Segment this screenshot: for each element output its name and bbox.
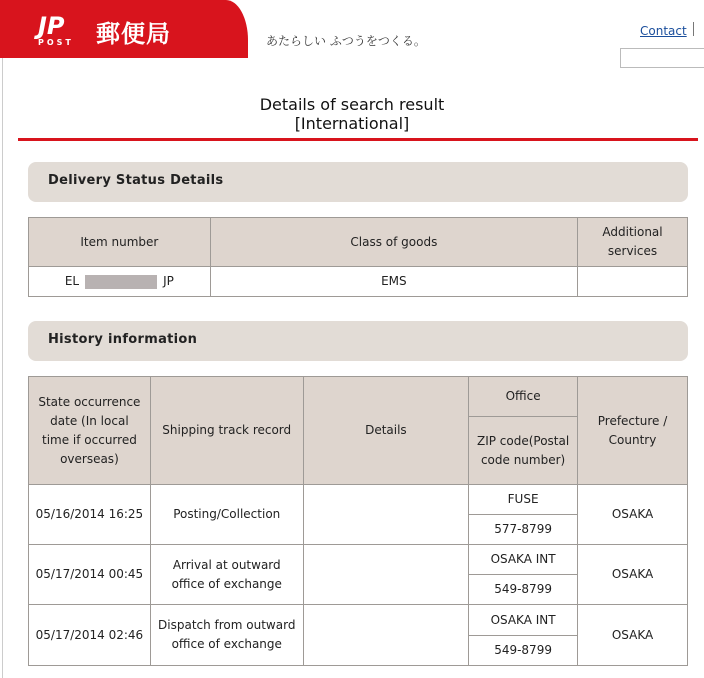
header-class-of-goods: Class of goods [210, 218, 577, 267]
office-cell: FUSE [469, 485, 578, 515]
title-divider [18, 138, 698, 141]
tagline: あたらしい ふつうをつくる。 [266, 34, 426, 48]
table-header-row [29, 218, 688, 267]
search-input[interactable] [620, 48, 704, 68]
history-section [28, 321, 688, 361]
item-number-cell [29, 267, 211, 297]
details-cell [303, 485, 469, 545]
date-cell: 05/17/2014 00:45 [29, 545, 151, 605]
brand-name: 郵便局 [96, 20, 171, 48]
zip-cell: 549-8799 [469, 636, 578, 666]
prefecture-cell: OSAKA [578, 545, 688, 605]
jp-post-logo[interactable] [34, 10, 88, 48]
zip-cell: 549-8799 [469, 575, 578, 605]
header-zip: ZIP code(Postal code number) [469, 417, 578, 485]
record-cell: Dispatch from outward office of exchange [150, 605, 303, 666]
header-office: Office [469, 377, 578, 417]
header-shipping-record: Shipping track record [150, 377, 303, 485]
table-row [29, 545, 688, 575]
header-date: State occurrence date (In local time if occurred overseas) [29, 377, 151, 485]
logo-sub: POST [38, 38, 74, 47]
delivery-status-section [28, 162, 688, 202]
logo-letters: JP [38, 12, 65, 40]
header-additional-services: Additional services [578, 218, 688, 267]
table-row [29, 605, 688, 636]
site-header [0, 0, 704, 62]
page-border [2, 58, 3, 678]
date-cell: 05/16/2014 16:25 [29, 485, 151, 545]
item-prefix: EL [64, 274, 80, 288]
page-title: Details of search result [259, 95, 445, 114]
office-cell: OSAKA INT [469, 545, 578, 575]
table-row [29, 485, 688, 515]
office-cell: OSAKA INT [469, 605, 578, 636]
section-title: History information [48, 332, 198, 347]
prefecture-cell: OSAKA [578, 485, 688, 545]
details-cell [303, 605, 469, 666]
header-item-number: Item number [29, 218, 211, 267]
prefecture-cell: OSAKA [578, 605, 688, 666]
redacted-block [85, 275, 157, 289]
details-cell [303, 545, 469, 605]
section-title: Delivery Status Details [48, 173, 224, 188]
contact-link[interactable]: Contact [640, 24, 687, 38]
record-cell: Posting/Collection [150, 485, 303, 545]
brand-banner [0, 0, 248, 58]
page-subtitle: [International] [294, 114, 410, 133]
item-suffix: JP [163, 274, 174, 288]
record-cell: Arrival at outward office of exchange [150, 545, 303, 605]
table-header-row [29, 377, 688, 417]
header-prefecture: Prefecture / Country [578, 377, 688, 485]
history-table [28, 376, 688, 666]
divider [693, 22, 694, 36]
zip-cell: 577-8799 [469, 515, 578, 545]
delivery-status-table [28, 217, 688, 297]
table-row [29, 267, 688, 297]
date-cell: 05/17/2014 02:46 [29, 605, 151, 666]
additional-services-cell [578, 267, 688, 297]
header-details: Details [303, 377, 469, 485]
class-of-goods-cell: EMS [210, 267, 577, 297]
